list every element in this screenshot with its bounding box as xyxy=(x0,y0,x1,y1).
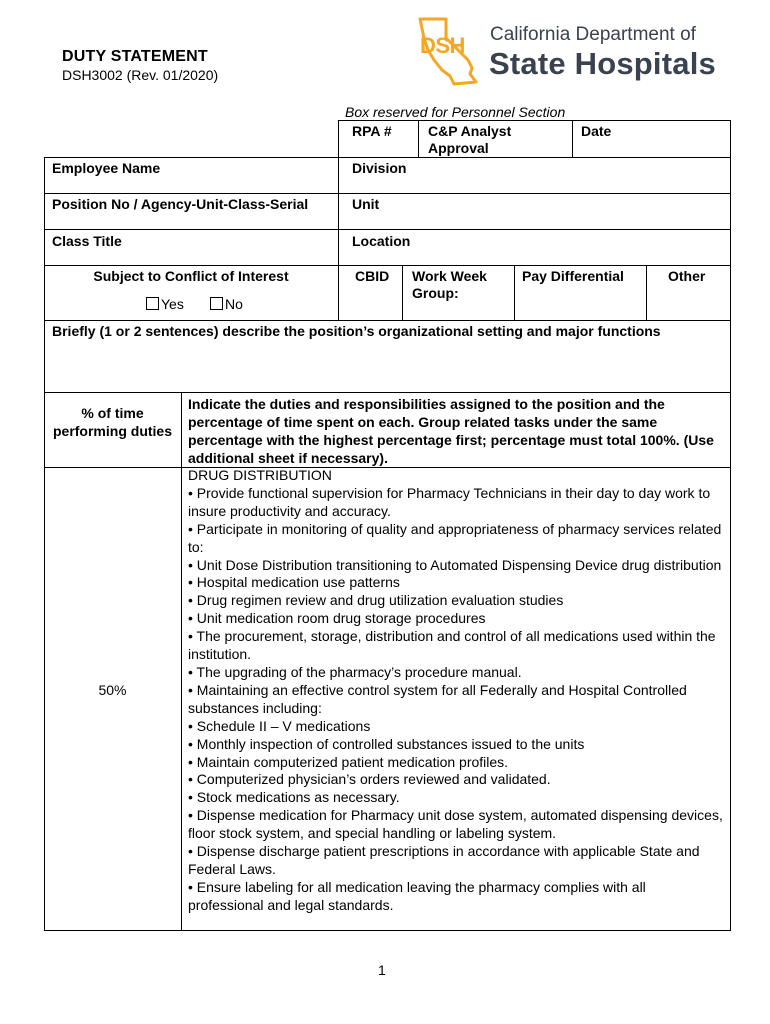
duty-item: • Unit medication room drug storage procedures xyxy=(188,610,486,627)
duty-item: • Dispense discharge patient prescriptions in accordance with applicable State and Federal Laws. xyxy=(188,843,700,877)
page-number: 1 xyxy=(378,962,386,978)
duty-item: • Schedule II – V medications xyxy=(188,717,371,734)
org-setting-prompt: Briefly (1 or 2 sentences) describe the position’s organizational setting and major functions xyxy=(52,323,661,339)
conflict-of-interest-label: Subject to Conflict of Interest xyxy=(93,268,289,284)
duty-item: • Maintaining an effective control system for all Federally and Hospital Controlled substances including: xyxy=(188,681,687,716)
duty-item: • Provide functional supervision for Pharmacy Technicians in their day to day work to insure productivity and accuracy. xyxy=(188,484,711,519)
other-label: Other xyxy=(668,268,706,284)
percent-time-header: % of time performing duties xyxy=(52,405,172,439)
cp-analyst-label: C&P Analyst Approval xyxy=(428,123,512,156)
conflict-yes-option[interactable] xyxy=(146,296,184,314)
class-title-label: Class Title xyxy=(52,233,122,249)
no-label: No xyxy=(225,296,243,312)
rpa-label: RPA # xyxy=(352,123,392,139)
date-label: Date xyxy=(581,123,612,139)
position-no-label: Position No / Agency-Unit-Class-Serial xyxy=(52,196,309,212)
duty-item: • Unit Dose Distribution transitioning to Automated Dispensing Device drug distribution xyxy=(188,556,722,573)
duty-item: • Hospital medication use patterns xyxy=(188,574,400,591)
duty-item: • Monthly inspection of controlled substances issued to the units xyxy=(188,735,585,752)
duties-instructions-header: Indicate the duties and responsibilities assigned to the position and the percentage of time spent on each. Group related tasks under the same percentage with the highest percentage first; percentage must total 100%. (Use additional sheet if necessary). xyxy=(188,396,714,466)
work-week-group-label: Work Week Group: xyxy=(412,268,487,301)
unit-label: Unit xyxy=(352,196,380,212)
duty-item: • Drug regimen review and drug utilization evaluation studies xyxy=(188,592,564,609)
duty-item: • The procurement, storage, distribution and control of all medications used within the institution. xyxy=(188,628,716,663)
duty-item: • Ensure labeling for all medication leaving the pharmacy complies with all professional and legal standards. xyxy=(188,878,646,913)
duty-item: • The upgrading of the pharmacy’s procedure manual. xyxy=(188,663,522,680)
cbid-label: CBID xyxy=(355,268,390,284)
form-number: DSH3002 (Rev. 01/2020) xyxy=(62,67,219,83)
duty-item: • Maintain computerized patient medication profiles. xyxy=(188,753,509,770)
logo-line1: California Department of xyxy=(490,24,696,45)
duty-item: • Computerized physician’s orders reviewed and validated. xyxy=(188,771,551,788)
employee-name-label: Employee Name xyxy=(52,160,161,176)
duty-percent: 50% xyxy=(98,682,127,698)
document-title: DUTY STATEMENT xyxy=(62,48,208,65)
pay-differential-label: Pay Differential xyxy=(522,268,624,284)
yes-label: Yes xyxy=(161,296,184,312)
division-label: Division xyxy=(352,160,407,176)
no-checkbox[interactable] xyxy=(210,297,223,310)
yes-checkbox[interactable] xyxy=(146,297,159,310)
duty-list xyxy=(188,467,723,915)
personnel-box-caption: Box reserved for Personnel Section xyxy=(345,104,566,120)
logo-line2: State Hospitals xyxy=(489,46,716,81)
duty-item: • Participate in monitoring of quality and appropriateness of pharmacy services related to: xyxy=(188,520,722,555)
duty-item: • Dispense medication for Pharmacy unit dose system, automated dispensing devices, floor stock system, and special handling or labeling system. xyxy=(188,807,723,842)
duty-heading: DRUG DISTRIBUTION xyxy=(188,467,332,483)
location-label: Location xyxy=(352,233,411,249)
duty-item: • Stock medications as necessary. xyxy=(188,789,400,806)
logo-mark-text: DSH xyxy=(420,33,465,58)
conflict-no-option[interactable] xyxy=(210,296,243,314)
